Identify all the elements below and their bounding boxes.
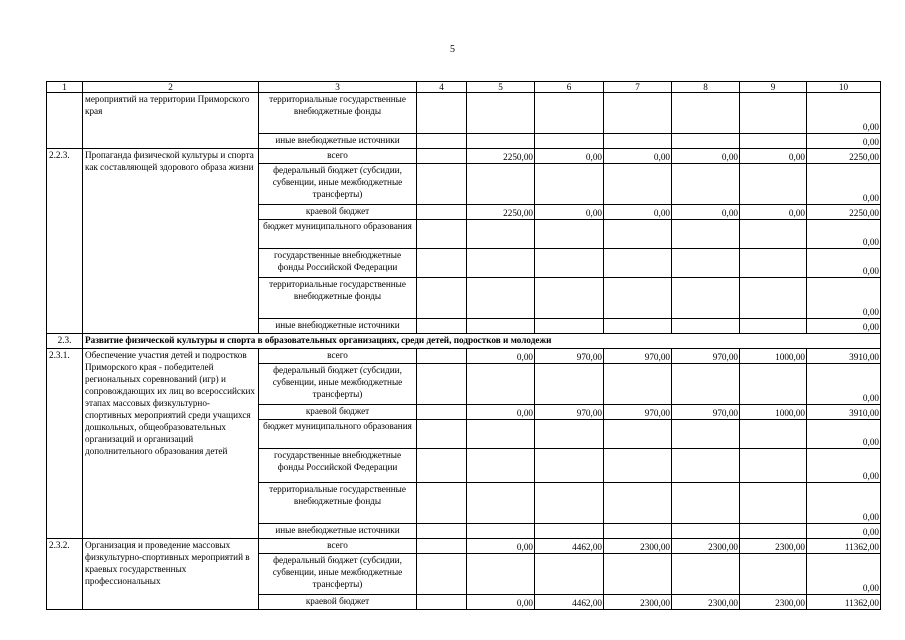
- year-value: [672, 220, 740, 249]
- year-value: [604, 278, 672, 319]
- year-value: [417, 349, 467, 364]
- year-value: [417, 554, 467, 595]
- year-value: [604, 420, 672, 449]
- year-value: [535, 278, 604, 319]
- table-row: [47, 349, 881, 364]
- year-value: [672, 93, 740, 134]
- year-value: [740, 524, 807, 539]
- year-value: [604, 524, 672, 539]
- table-body: [47, 82, 881, 610]
- year-value: 2250,00: [467, 149, 535, 164]
- item-number: 2.3.1.: [47, 349, 83, 539]
- funding-source: государственные внебюджетные фонды Российской Федерации: [259, 249, 417, 278]
- funding-source: бюджет муниципального образования: [259, 420, 417, 449]
- header-row: [47, 82, 881, 93]
- year-value: [604, 364, 672, 405]
- year-value: [467, 449, 535, 483]
- funding-source: краевой бюджет: [259, 205, 417, 220]
- year-value: [604, 134, 672, 149]
- year-value: [417, 364, 467, 405]
- funding-source: всего: [259, 149, 417, 164]
- year-value: 0,00: [740, 149, 807, 164]
- total-value: 0,00: [807, 164, 881, 205]
- year-value: [417, 249, 467, 278]
- year-value: 4462,00: [535, 595, 604, 610]
- year-value: [467, 524, 535, 539]
- funding-source: всего: [259, 539, 417, 554]
- year-value: [467, 278, 535, 319]
- funding-source: краевой бюджет: [259, 595, 417, 610]
- year-value: [740, 164, 807, 205]
- total-value: 3910,00: [807, 349, 881, 364]
- year-value: 2250,00: [467, 205, 535, 220]
- year-value: 970,00: [672, 405, 740, 420]
- year-value: [604, 164, 672, 205]
- page-number: 5: [450, 44, 455, 55]
- total-value: 3910,00: [807, 405, 881, 420]
- year-value: 2300,00: [740, 539, 807, 554]
- item-name: Обеспечение участия детей и подростков Приморского края - победителей региональных соревнований (игр) и сопровождающих их лиц во всероссийских этапах массовых физкультурно-спортивных мероприятий среди учащихся дошкольных, общеобразовательных организаций и организаций дополнительного образования детей: [83, 349, 259, 539]
- year-value: [672, 420, 740, 449]
- year-value: [740, 249, 807, 278]
- total-value: 0,00: [807, 364, 881, 405]
- item-number: [47, 93, 83, 149]
- item-number: 2.3.2.: [47, 539, 83, 610]
- year-value: [740, 319, 807, 334]
- header-cell: 5: [467, 82, 535, 93]
- year-value: [604, 449, 672, 483]
- year-value: [604, 554, 672, 595]
- year-value: [672, 364, 740, 405]
- year-value: [535, 249, 604, 278]
- header-cell: 1: [47, 82, 83, 93]
- year-value: 0,00: [467, 405, 535, 420]
- year-value: 2300,00: [604, 595, 672, 610]
- year-value: 970,00: [604, 405, 672, 420]
- year-value: [672, 554, 740, 595]
- year-value: 0,00: [535, 205, 604, 220]
- year-value: [535, 420, 604, 449]
- year-value: [604, 93, 672, 134]
- total-value: 0,00: [807, 134, 881, 149]
- total-value: 0,00: [807, 319, 881, 334]
- year-value: [604, 319, 672, 334]
- item-name: Организация и проведение массовых физкультурно-спортивных мероприятий в краевых государственных профессиональных: [83, 539, 259, 610]
- year-value: 970,00: [604, 349, 672, 364]
- year-value: [535, 364, 604, 405]
- year-value: 0,00: [740, 205, 807, 220]
- header-cell: 6: [535, 82, 604, 93]
- year-value: [417, 93, 467, 134]
- total-value: 0,00: [807, 249, 881, 278]
- year-value: [535, 134, 604, 149]
- year-value: 0,00: [535, 149, 604, 164]
- year-value: 0,00: [672, 205, 740, 220]
- year-value: [467, 420, 535, 449]
- total-value: 2250,00: [807, 149, 881, 164]
- item-name: мероприятий на территории Приморского края: [83, 93, 259, 149]
- year-value: [467, 364, 535, 405]
- year-value: [417, 164, 467, 205]
- budget-table: [46, 81, 881, 610]
- year-value: 0,00: [467, 349, 535, 364]
- item-name: Пропаганда физической культуры и спорта как составляющей здорового образа жизни: [83, 149, 259, 334]
- total-value: 0,00: [807, 483, 881, 524]
- year-value: 2300,00: [740, 595, 807, 610]
- header-cell: 2: [83, 82, 259, 93]
- funding-source: федеральный бюджет (субсидии, субвенции, иные межбюджетные трансферты): [259, 554, 417, 595]
- year-value: [672, 164, 740, 205]
- year-value: [604, 483, 672, 524]
- year-value: 970,00: [535, 349, 604, 364]
- header-cell: 9: [740, 82, 807, 93]
- total-value: 0,00: [807, 449, 881, 483]
- year-value: [740, 449, 807, 483]
- total-value: 0,00: [807, 278, 881, 319]
- funding-source: всего: [259, 349, 417, 364]
- section-title: Развитие физической культуры и спорта в образовательных организациях, среди детей, подростков и молодежи: [83, 334, 881, 349]
- year-value: [672, 524, 740, 539]
- total-value: 2250,00: [807, 205, 881, 220]
- year-value: [467, 249, 535, 278]
- year-value: [740, 364, 807, 405]
- year-value: [604, 249, 672, 278]
- year-value: 0,00: [604, 149, 672, 164]
- year-value: [467, 93, 535, 134]
- year-value: [672, 449, 740, 483]
- year-value: 1000,00: [740, 349, 807, 364]
- year-value: 2300,00: [672, 539, 740, 554]
- table-row: [47, 149, 881, 164]
- year-value: [417, 278, 467, 319]
- total-value: 0,00: [807, 220, 881, 249]
- year-value: [417, 420, 467, 449]
- year-value: [672, 134, 740, 149]
- year-value: [417, 319, 467, 334]
- year-value: [672, 278, 740, 319]
- year-value: [467, 220, 535, 249]
- table-row: [47, 539, 881, 554]
- header-cell: 8: [672, 82, 740, 93]
- section-row: [47, 334, 881, 349]
- year-value: 0,00: [467, 539, 535, 554]
- year-value: [467, 164, 535, 205]
- year-value: 0,00: [467, 595, 535, 610]
- funding-source: иные внебюджетные источники: [259, 524, 417, 539]
- year-value: 4462,00: [535, 539, 604, 554]
- item-number: 2.2.3.: [47, 149, 83, 334]
- year-value: 2300,00: [604, 539, 672, 554]
- header-cell: 7: [604, 82, 672, 93]
- year-value: [740, 554, 807, 595]
- year-value: [417, 449, 467, 483]
- year-value: [467, 483, 535, 524]
- total-value: 11362,00: [807, 595, 881, 610]
- year-value: [417, 149, 467, 164]
- year-value: [604, 220, 672, 249]
- year-value: [535, 524, 604, 539]
- total-value: 0,00: [807, 524, 881, 539]
- year-value: [467, 554, 535, 595]
- year-value: 1000,00: [740, 405, 807, 420]
- year-value: [535, 93, 604, 134]
- year-value: 970,00: [672, 349, 740, 364]
- year-value: [740, 93, 807, 134]
- funding-source: краевой бюджет: [259, 405, 417, 420]
- year-value: [740, 420, 807, 449]
- funding-source: иные внебюджетные источники: [259, 134, 417, 149]
- year-value: [535, 319, 604, 334]
- year-value: [417, 595, 467, 610]
- funding-source: государственные внебюджетные фонды Российской Федерации: [259, 449, 417, 483]
- year-value: [535, 220, 604, 249]
- year-value: [535, 449, 604, 483]
- total-value: 11362,00: [807, 539, 881, 554]
- year-value: [740, 278, 807, 319]
- year-value: [740, 220, 807, 249]
- total-value: 0,00: [807, 420, 881, 449]
- year-value: [467, 319, 535, 334]
- year-value: [535, 164, 604, 205]
- funding-source: территориальные государственные внебюджетные фонды: [259, 93, 417, 134]
- year-value: [417, 483, 467, 524]
- header-cell: 10: [807, 82, 881, 93]
- year-value: [672, 483, 740, 524]
- table-row: [47, 93, 881, 134]
- year-value: 0,00: [672, 149, 740, 164]
- year-value: [417, 405, 467, 420]
- year-value: [672, 249, 740, 278]
- year-value: [672, 319, 740, 334]
- year-value: [417, 220, 467, 249]
- funding-source: федеральный бюджет (субсидии, субвенции, иные межбюджетные трансферты): [259, 364, 417, 405]
- year-value: [467, 134, 535, 149]
- funding-source: иные внебюджетные источники: [259, 319, 417, 334]
- header-cell: 3: [259, 82, 417, 93]
- section-number: 2.3.: [47, 334, 83, 349]
- year-value: [740, 483, 807, 524]
- funding-source: бюджет муниципального образования: [259, 220, 417, 249]
- total-value: 0,00: [807, 93, 881, 134]
- year-value: 0,00: [604, 205, 672, 220]
- year-value: [417, 134, 467, 149]
- year-value: 970,00: [535, 405, 604, 420]
- total-value: 0,00: [807, 554, 881, 595]
- year-value: [417, 524, 467, 539]
- funding-source: территориальные государственные внебюджетные фонды: [259, 278, 417, 319]
- year-value: [535, 554, 604, 595]
- funding-source: федеральный бюджет (субсидии, субвенции, иные межбюджетные трансферты): [259, 164, 417, 205]
- year-value: [740, 134, 807, 149]
- year-value: 2300,00: [672, 595, 740, 610]
- funding-source: территориальные государственные внебюджетные фонды: [259, 483, 417, 524]
- header-cell: 4: [417, 82, 467, 93]
- year-value: [535, 483, 604, 524]
- year-value: [417, 539, 467, 554]
- year-value: [417, 205, 467, 220]
